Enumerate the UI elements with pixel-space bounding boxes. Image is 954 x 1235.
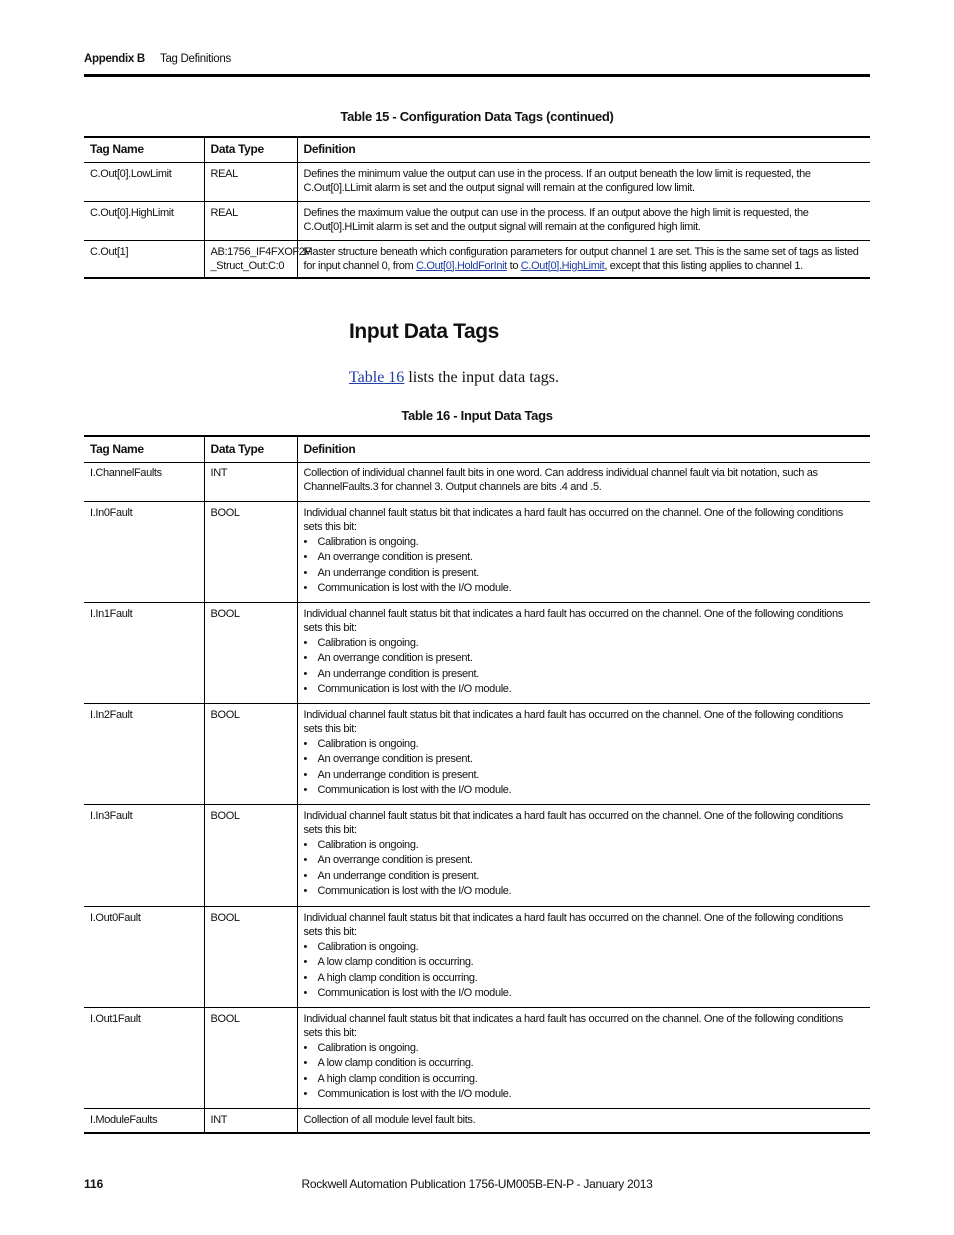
condition-list bbox=[304, 737, 865, 799]
table-row bbox=[84, 1007, 870, 1108]
col-tag-name: Tag Name bbox=[90, 442, 144, 456]
condition-list bbox=[304, 1041, 865, 1103]
list-item: • Communication is lost with the I/O module. bbox=[304, 682, 865, 698]
col-data-type: Data Type bbox=[204, 436, 297, 462]
col-data-type: Data Type bbox=[204, 137, 297, 162]
holdforinit-link[interactable]: C.Out[0].HoldForInit bbox=[416, 259, 507, 272]
definition bbox=[297, 602, 870, 703]
highlimit-link[interactable]: C.Out[0].HighLimit bbox=[520, 259, 605, 272]
fault-description: Individual channel fault status bit that indicates a hard fault has occurred on the channel. One of the following conditions sets this bit: bbox=[303, 506, 843, 533]
col-definition: Definition bbox=[297, 137, 870, 162]
col-tag-name: Tag Name bbox=[90, 142, 144, 156]
data-type: REAL bbox=[204, 162, 297, 201]
data-type: BOOL bbox=[204, 602, 297, 703]
definition bbox=[297, 501, 870, 602]
table-row bbox=[84, 462, 870, 501]
list-item: • A high clamp condition is occurring. bbox=[304, 971, 865, 987]
tag-name: C.Out[0].LowLimit bbox=[90, 167, 172, 180]
list-item: • An overrange condition is present. bbox=[304, 651, 865, 667]
list-item: • An overrange condition is present. bbox=[304, 853, 865, 869]
intro-paragraph bbox=[349, 369, 559, 387]
table16-caption: Table 16 - Input Data Tags bbox=[401, 408, 553, 423]
data-type: INT bbox=[204, 462, 297, 501]
tag-name: I.ChannelFaults bbox=[90, 466, 162, 479]
fault-description: Individual channel fault status bit that indicates a hard fault has occurred on the channel. One of the following conditions sets this bit: bbox=[303, 607, 843, 634]
condition-list bbox=[304, 535, 865, 597]
condition-list bbox=[304, 838, 865, 900]
list-item: • Communication is lost with the I/O module. bbox=[304, 986, 865, 1002]
list-item: • Communication is lost with the I/O module. bbox=[304, 884, 865, 900]
table16 bbox=[84, 435, 870, 1134]
condition-list bbox=[304, 636, 865, 698]
data-type bbox=[204, 240, 311, 278]
data-type: BOOL bbox=[204, 804, 297, 906]
tag-name: I.Out0Fault bbox=[90, 911, 141, 924]
list-item: • A low clamp condition is occurring. bbox=[304, 955, 865, 971]
tag-name: I.In2Fault bbox=[90, 708, 133, 721]
page-number: 116 bbox=[84, 1177, 104, 1191]
fault-description: Individual channel fault status bit that indicates a hard fault has occurred on the channel. One of the following conditions sets this bit: bbox=[303, 911, 843, 938]
list-item: • An overrange condition is present. bbox=[304, 752, 865, 768]
list-item: • Communication is lost with the I/O module. bbox=[304, 783, 865, 799]
list-item: • Calibration is ongoing. bbox=[304, 535, 865, 551]
list-item: • An underrange condition is present. bbox=[304, 667, 865, 683]
list-item: • Communication is lost with the I/O module. bbox=[304, 581, 865, 597]
fault-description: Individual channel fault status bit that indicates a hard fault has occurred on the channel. One of the following conditions sets this bit: bbox=[303, 809, 843, 836]
definition: Collection of individual channel fault bits in one word. Can address individual channel fault via bit notation, such as ChannelFaults.3 for channel 3. Output channels are bits .4 and .5. bbox=[297, 462, 870, 501]
list-item: • Calibration is ongoing. bbox=[304, 838, 865, 854]
appendix-label: Appendix B bbox=[84, 53, 145, 65]
data-type: BOOL bbox=[204, 501, 297, 602]
table-row bbox=[84, 162, 870, 201]
list-item: • Calibration is ongoing. bbox=[304, 1041, 865, 1057]
definition-text: to bbox=[506, 259, 521, 272]
table-row bbox=[84, 201, 870, 240]
list-item: • Communication is lost with the I/O module. bbox=[304, 1087, 865, 1103]
list-item: • Calibration is ongoing. bbox=[304, 940, 865, 956]
tag-name: I.In3Fault bbox=[90, 809, 133, 822]
definition: Collection of all module level fault bits. bbox=[297, 1108, 870, 1133]
list-item: • An underrange condition is present. bbox=[304, 566, 865, 582]
table-row bbox=[84, 906, 870, 1007]
data-type-line1: AB:1756_IF4FXOF2F bbox=[210, 245, 311, 258]
section-label: Tag Definitions bbox=[160, 53, 231, 65]
list-item: • An underrange condition is present. bbox=[304, 768, 865, 784]
table15-caption: Table 15 - Configuration Data Tags (continued) bbox=[340, 109, 614, 124]
fault-description: Individual channel fault status bit that indicates a hard fault has occurred on the channel. One of the following conditions sets this bit: bbox=[303, 708, 843, 735]
definition: Defines the minimum value the output can use in the process. If an output beneath the low limit is requested, the C.Out[0].LLimit alarm is set and the output signal will remain at the configured low limit. bbox=[297, 162, 870, 201]
definition bbox=[297, 906, 870, 1007]
table-row bbox=[84, 804, 870, 906]
table-row bbox=[84, 602, 870, 703]
list-item: • Calibration is ongoing. bbox=[304, 636, 865, 652]
data-type: INT bbox=[204, 1108, 297, 1133]
publication-info: Rockwell Automation Publication 1756-UM005B-EN-P - January 2013 bbox=[301, 1177, 653, 1191]
tag-name: I.In1Fault bbox=[90, 607, 133, 620]
list-item: • An overrange condition is present. bbox=[304, 550, 865, 566]
tag-name: I.ModuleFaults bbox=[90, 1113, 158, 1126]
list-item: • A low clamp condition is occurring. bbox=[304, 1056, 865, 1072]
condition-list bbox=[304, 940, 865, 1002]
table-row bbox=[84, 1108, 870, 1133]
data-type: REAL bbox=[204, 201, 297, 240]
table-row bbox=[84, 240, 870, 278]
tag-name: C.Out[1] bbox=[90, 245, 129, 258]
col-definition: Definition bbox=[297, 436, 870, 462]
table16-link[interactable]: Table 16 bbox=[349, 369, 405, 386]
tag-name: I.In0Fault bbox=[90, 506, 133, 519]
fault-description: Individual channel fault status bit that indicates a hard fault has occurred on the channel. One of the following conditions sets this bit: bbox=[303, 1012, 843, 1039]
definition bbox=[297, 1007, 870, 1108]
list-item: • Calibration is ongoing. bbox=[304, 737, 865, 753]
table-row bbox=[84, 703, 870, 804]
list-item: • A high clamp condition is occurring. bbox=[304, 1072, 865, 1088]
table15 bbox=[84, 136, 870, 279]
data-type: BOOL bbox=[204, 906, 297, 1007]
definition: Defines the maximum value the output can use in the process. If an output above the high limit is requested, the C.Out[0].HLimit alarm is set and the output signal will remain at the configured high limit. bbox=[297, 201, 870, 240]
data-type: BOOL bbox=[204, 703, 297, 804]
header-rule bbox=[84, 74, 870, 77]
section-title: Input Data Tags bbox=[349, 320, 499, 343]
definition-text: Master structure beneath which configuration parameters for output channel 1 are set. This is the same set of tags as listed for input channel 0, from bbox=[303, 245, 859, 272]
tag-name: I.Out1Fault bbox=[90, 1012, 141, 1025]
definition-text: , except that this listing applies to channel 1. bbox=[604, 259, 803, 272]
definition bbox=[297, 804, 870, 906]
data-type: BOOL bbox=[204, 1007, 297, 1108]
data-type-line2: _Struct_Out:C:0 bbox=[210, 259, 285, 272]
intro-text: lists the input data tags. bbox=[404, 369, 559, 386]
table-row bbox=[84, 501, 870, 602]
definition bbox=[297, 703, 870, 804]
definition bbox=[297, 240, 870, 278]
tag-name: C.Out[0].HighLimit bbox=[90, 206, 174, 219]
list-item: • An underrange condition is present. bbox=[304, 869, 865, 885]
